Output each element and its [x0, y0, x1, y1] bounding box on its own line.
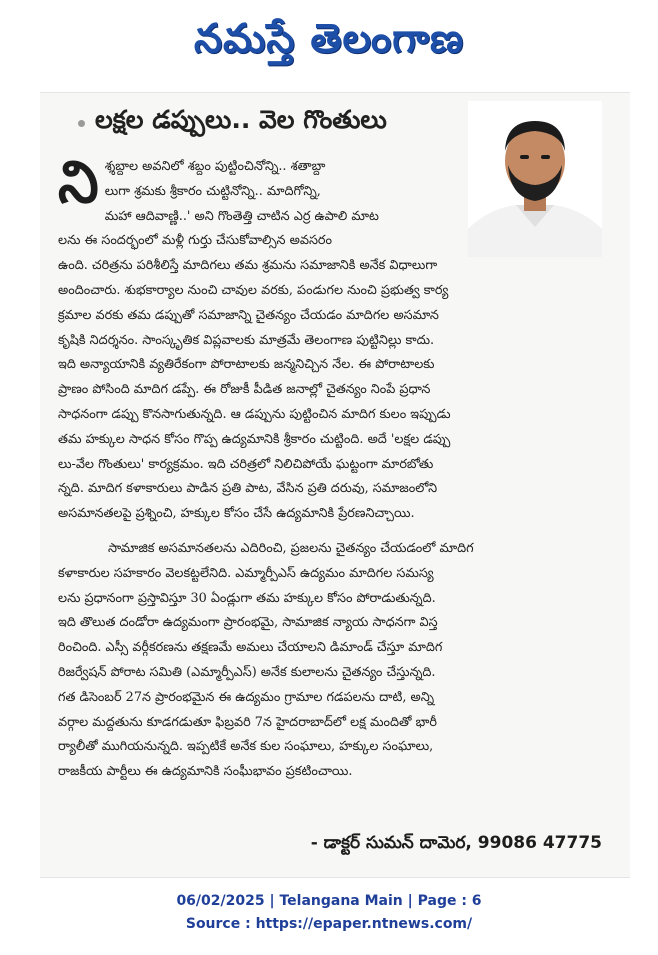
- bullet-icon: [78, 120, 85, 127]
- edition-info: 06/02/2025 | Telangana Main | Page : 6: [176, 893, 482, 909]
- text-line: సామాజిక అసమానతలను ఎదిరించి, ప్రజలను చైతన్యం చేయడంలో మాదిగ: [108, 540, 474, 556]
- text-line: కళాకారుల సహకారం వెలకట్టలేనిది. ఎమ్మార్పీఎస్ ఉద్యమం మాదిగల సమస్య: [58, 565, 434, 581]
- text-line: అసమానతలపై ప్రశ్నించి, హక్కుల కోసం చేసే ఉద్యమానికి ప్రేరణనిచ్చాయి.: [58, 506, 415, 522]
- text-line: ఉంది. చరిత్రను పరిశీలిస్తే మాదిగలు తమ శ్రమను సమాజానికి అనేక విధాలుగా: [58, 258, 438, 274]
- text-line: సాధనంగా డప్పు కొనసాగుతున్నది. ఆ డప్పును పుట్టించిన మాదిగ కులం ఇప్పుడు: [58, 406, 451, 422]
- text-line: తమ హక్కుల సాధన కోసం గొప్ప ఉద్యమానికి శ్రీకారం చుట్టింది. అదే 'లక్షల డప్పు: [58, 431, 451, 447]
- drop-cap: ని: [58, 148, 99, 216]
- text-line: లుగా శ్రమకు శ్రీకారం చుట్టినోన్ని.. మాదిగోన్ని,: [104, 183, 321, 199]
- article-body: [58, 148, 610, 785]
- text-line: అందించారు. శుభకార్యాల నుంచి చావుల వరకు, పండుగల నుంచి ప్రభుత్వ కార్య: [58, 282, 449, 298]
- text-line: వర్గాల మద్దతును కూడగడుతూ ఫిబ్రవరి 7న హైదరాబాద్‌లో లక్ష మందితో భారీ: [58, 714, 437, 730]
- text-line: లు-వేల గొంతులు' కార్యక్రమం. ఇది చరిత్రలో నిలిచిపోయే ఘట్టంగా మారబోతు: [58, 456, 434, 472]
- article-headline: [78, 103, 498, 143]
- text-line: ఇది అన్యాయానికి వ్యతిరేకంగా పోరాటాలకు జన్మనిచ్చిన నేల. ఈ పోరాటాలకు: [58, 357, 435, 373]
- text-line: గత డిసెంబర్ 27న ప్రారంభమైన ఈ ఉద్యమం గ్రామాల గడపలను దాటి, అన్ని: [58, 689, 435, 705]
- author-byline: - డాక్టర్ సుమన్ దామెర, 99086 47775: [310, 833, 602, 853]
- text-line: రించింది. ఎస్సీ వర్గీకరణను తక్షణమే అమలు చేయాలని డిమాండ్ చేస్తూ మాదిగ: [58, 640, 443, 656]
- text-line: ర్యాలీతో ముగియనున్నది. ఇప్పటికే అనేక కుల సంఘాలు, హక్కుల సంఘాలు,: [58, 739, 434, 755]
- paragraph-2: [58, 537, 610, 785]
- text-line: రిజర్వేషన్ పోరాట సమితి (ఎమ్మార్పీఎస్) అనేక కులాలను చైతన్యం చేస్తున్నది.: [58, 664, 436, 680]
- text-line: మహా ఆదివాణ్ణి..' అని గొంతెత్తి చాటిన ఎర్ర ఉపాలి మాట: [104, 208, 379, 224]
- text-line: లను ప్రధానంగా ప్రస్తావిస్తూ 30 ఏండ్లుగా తమ హక్కుల కోసం పోరాడుతున్నది.: [58, 590, 436, 606]
- headline-text: లక్షల డప్పులు.. వెల గొంతులు: [95, 105, 387, 134]
- text-line: క్రమాల వరకు తమ డప్పుతో సమాజాన్ని చైతన్యం చేయడం మాదిగల అసమాన: [58, 307, 439, 323]
- text-line: రాజకీయ పార్టీలు ఈ ఉద్యమానికి సంఘీభావం ప్రకటించాయి.: [58, 764, 353, 780]
- article-clipping: [40, 92, 630, 878]
- masthead: [0, 0, 658, 88]
- source-link[interactable]: Source : https://epaper.ntnews.com/: [185, 916, 473, 932]
- text-line: న్నది. మాదిగ కళాకారులు పాడిన ప్రతి పాట, వేసిన ప్రతి దరువు, సమాజంలోని: [58, 481, 438, 497]
- text-line: శ్శబ్దాల అవనిలో శబ్దం పుట్టించినోన్ని.. శతాబ్దా: [104, 159, 326, 174]
- text-line: ప్రాణం పోసింది మాదిగ డప్పే. ఈ రోజుకీ పీడిత జనాల్లో చైతన్యం నింపే ప్రధాన: [58, 382, 431, 398]
- text-line: ఇది తొలుత దండోరా ఉద్యమంగా ప్రారంభమై, సామాజిక న్యాయ సాధనగా విస్త: [58, 615, 438, 631]
- paragraph-1: [58, 148, 610, 527]
- text-line: లను ఈ సందర్భంలో మళ్లీ గుర్తు చేసుకోవాల్సిన అవసరం: [58, 233, 333, 249]
- text-line: కృషికి నిదర్శనం. సాంస్కృతిక విప్లవాలకు మాత్రమే తెలంగాణ పుట్టినిల్లు కాదు.: [58, 332, 435, 348]
- newspaper-title: నమస్తే తెలంగాణ: [193, 16, 465, 62]
